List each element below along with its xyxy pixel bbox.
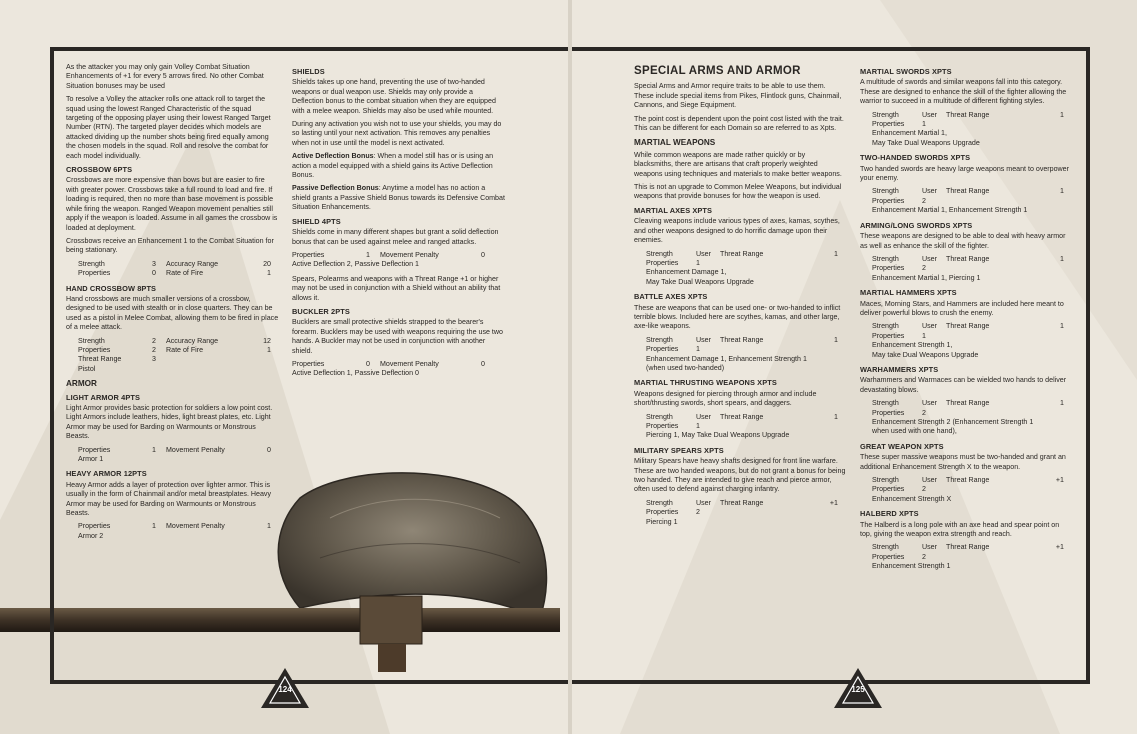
stat-note: Pistol (78, 364, 96, 373)
section-heading: HALBERD XPTS (860, 509, 919, 519)
paragraph: As the attacker you may only gain Volley Combat Situation Enhancements of +1 for every 5 arrows fired. No other Combat Situation bonuses may be used (66, 63, 264, 90)
stat-label: Properties (872, 120, 905, 129)
stat-value: 2 (922, 196, 926, 205)
stat-value: 1 (267, 269, 271, 278)
paragraph: Spears, Polearms and weapons with a Threat Range +1 or higher may not be used in conjunction with a Shield without an ability that allows it. (292, 274, 501, 302)
stat-note: Enhancement Damage 1, Enhancement Strength 1 (646, 354, 807, 363)
stat-value: User (922, 476, 937, 485)
stat-block (78, 446, 279, 465)
stat-value: 1 (834, 335, 838, 344)
stat-note: Enhancement Martial 1, Piercing 1 (872, 273, 981, 282)
stat-label: Threat Range (946, 110, 990, 119)
left-page (50, 47, 568, 684)
page-number: 125 (851, 685, 865, 694)
stat-value: 1 (696, 345, 700, 354)
stat-label: Properties (872, 196, 905, 205)
page-number-right (834, 668, 882, 708)
stat-value: 1 (267, 522, 271, 531)
paragraph (292, 184, 505, 212)
paragraph: Light Armor provides basic protection for soldiers a low point cost. Light Armors include leathers, hides, light breast plates, etc. Light Armor may be used for Barding on Warmounts or Monstrous Beasts. (66, 404, 273, 441)
stat-value: User (922, 110, 937, 119)
stat-value: User (922, 322, 937, 331)
stat-value: 3 (152, 259, 156, 268)
section-heading: HAND CROSSBOW 8PTS (66, 283, 157, 293)
stat-note: when used with one hand), (872, 427, 957, 436)
left-column-2 (292, 63, 505, 384)
stat-label: Properties (78, 445, 111, 454)
stat-value: User (696, 498, 711, 507)
stat-label: Threat Range (78, 355, 122, 364)
stat-label: Threat Range (720, 249, 764, 258)
stat-label: Properties (646, 258, 679, 267)
stat-label: Properties (646, 508, 679, 517)
stat-block (872, 476, 1072, 504)
stat-label: Properties (78, 269, 111, 278)
stat-block (872, 399, 1072, 437)
stat-note: Enhancement Strength 1 (872, 562, 951, 571)
stat-block (646, 413, 846, 441)
paragraph: Cleaving weapons include various types of axes, kamas, scythes, and other weapons designed to do horrific damage upon their enemies. (634, 217, 840, 245)
stat-value: 1 (1060, 399, 1064, 408)
section-heading: BATTLE AXES XPTS (634, 292, 708, 302)
stat-label: Properties (292, 250, 325, 259)
page-title: SPECIAL ARMS AND ARMOR (634, 65, 801, 77)
stat-value: 3 (152, 355, 156, 364)
stat-block (292, 251, 505, 270)
paragraph: Military Spears have heavy shafts designed for front line warfare. These are two handed weapons, but do not grant a bonus for being two handed. They are intended to give reach and pierce armor, often used to defend against charging infantry. (634, 457, 846, 494)
stat-label: Properties (646, 422, 679, 430)
stat-value: User (922, 254, 937, 263)
stat-block (292, 360, 505, 379)
stat-label: Properties (872, 408, 905, 417)
stat-value: 1 (922, 120, 926, 129)
paragraph: Bucklers are small protective shields strapped to the bearer's forearm. Bucklers may be used with weapons requiring the use two hands. A Buckler may not be used in conjunction with another shield. (292, 318, 503, 355)
stat-label: Strength (78, 259, 105, 268)
left-column-1 (66, 63, 279, 546)
stat-note: Armor 1 (78, 455, 104, 464)
stat-value: 1 (1060, 110, 1064, 119)
stat-value: 0 (481, 250, 485, 259)
stat-value: User (696, 335, 711, 344)
stat-value: 20 (263, 259, 271, 268)
paragraph: Maces, Morning Stars, and Hammers are included here meant to deliver powerful blows to crush the enemy. (860, 299, 1064, 317)
stat-note: Enhancement Strength 2 (Enhancement Strength 1 (872, 418, 1034, 426)
section-heading: MILITARY SPEARS XPTS (634, 445, 724, 455)
stat-note: Piercing 1 (646, 517, 678, 526)
stat-label: Movement Penalty (166, 445, 225, 454)
section-heading: MARTIAL SWORDS XPTS (860, 67, 952, 76)
stat-block (646, 250, 846, 288)
stat-note: May Take Dual Weapons Upgrade (646, 277, 754, 286)
stat-note: Armor 2 (78, 531, 104, 540)
stat-value: 2 (922, 552, 926, 561)
right-column-2 (860, 63, 1072, 577)
stat-label: Strength (646, 498, 673, 507)
stat-value: 2 (152, 336, 156, 345)
stat-label: Threat Range (946, 399, 990, 408)
section-heading: MARTIAL HAMMERS XPTS (860, 288, 957, 298)
paragraph: To resolve a Volley the attacker rolls one attack roll to target the squad using the lowest Ranged Characteristic of the squad targeting of the opposing player using their lowest Ranged Target Number (RTN). The targeted player decides which models are attacked dividing up the number shots being fired equally among the chosen models in the squad. Roll and resolve the combat for each model individually. (66, 95, 271, 160)
section-heading: ARMING/LONG SWORDS XPTS (860, 220, 973, 230)
stat-note: Enhancement Martial 1, (872, 129, 947, 138)
stat-label: Properties (646, 345, 679, 354)
stat-note: Enhancement Damage 1, (646, 268, 727, 277)
section-heading: MARTIAL AXES XPTS (634, 205, 713, 215)
stat-block (872, 322, 1072, 360)
stat-label: Threat Range (946, 187, 990, 196)
stat-value: 1 (366, 250, 370, 259)
stat-label: Strength (872, 476, 899, 485)
stat-label: Properties (78, 345, 111, 354)
page-number-left (261, 668, 309, 708)
stat-value: 2 (922, 485, 926, 494)
stat-block (78, 522, 279, 541)
stat-block (78, 337, 279, 375)
section-heading: ARMOR (66, 379, 97, 389)
stat-value: 1 (696, 258, 700, 267)
stat-value: 1 (834, 249, 838, 258)
stat-label: Threat Range (720, 412, 764, 421)
stat-value: User (922, 187, 937, 196)
stat-label: Strength (646, 412, 673, 421)
paragraph: These weapons are designed to be able to deal with heavy armor as well as enhance the skill of the fighter. (860, 232, 1066, 250)
stat-value: User (922, 399, 937, 408)
stat-value: +1 (1055, 543, 1064, 552)
stat-block (646, 336, 846, 374)
stat-note: (when used two-handed) (646, 363, 725, 372)
section-heading: MARTIAL WEAPONS (634, 138, 716, 148)
stat-value: 1 (152, 522, 156, 531)
stat-block (872, 111, 1072, 149)
stat-label: Strength (646, 249, 673, 258)
paragraph: Warhammers and Warmaces can be wielded two hands to deliver devastating blows. (860, 376, 1067, 394)
stat-block (872, 255, 1072, 283)
stat-label: Movement Penalty (380, 359, 439, 368)
stat-block (872, 543, 1072, 571)
stat-label: Threat Range (946, 322, 990, 331)
stat-note: Enhancement Strength X (872, 494, 952, 503)
stat-value: 0 (481, 359, 485, 368)
stat-label: Accuracy Range (166, 259, 219, 268)
paragraph: The point cost is dependent upon the point cost listed with the trait. This can be different for each Domain so are referred to as Xpts. (634, 114, 844, 133)
stat-value: +1 (829, 498, 838, 507)
stat-value: 1 (152, 445, 156, 454)
stat-label: Properties (872, 331, 905, 340)
stat-label: Threat Range (946, 254, 990, 263)
stat-value: 12 (263, 336, 271, 345)
stat-label: Strength (872, 399, 899, 408)
term-label: Passive Deflection Bonus (292, 184, 379, 193)
page-number: 124 (278, 685, 292, 694)
stat-value: 1 (267, 345, 271, 354)
stat-label: Strength (78, 336, 105, 345)
stat-note: May take Dual Weapons Upgrade (872, 350, 979, 359)
right-column-1 (634, 63, 846, 532)
paragraph: Weapons designed for piercing through armor and include short/thrusting swords, short spears, and daggers. (634, 389, 817, 408)
paragraph: These super massive weapons must be two-handed and grant an additional Enhancement Strength X to the weapon. (860, 453, 1066, 471)
stat-value: 0 (267, 445, 271, 454)
term-text: : When a model still has or is using an action a model equipped with a shield gains its Active Deflection Bonus. (292, 152, 494, 180)
stat-label: Strength (872, 110, 899, 119)
section-heading: HEAVY ARMOR 12PTS (66, 469, 147, 479)
stat-block (78, 260, 279, 279)
stat-value: User (696, 412, 711, 421)
stat-block (872, 187, 1072, 215)
term-text: : Anytime a model has no action a shield grants a Passive Shield Bonus towards its Defensive Combat Situation Enhancements. (292, 184, 505, 212)
paragraph: Shields takes up one hand, preventing the use of two-handed weapons or dual weapon use. Shields may only provide a Deflection bonus to the combat situation when they are equipped with a melee weapon. Shields may also be used while mounted. (292, 78, 496, 115)
stat-label: Strength (646, 335, 673, 344)
stat-value: 1 (1060, 187, 1064, 196)
paragraph: Two handed swords are heavy large weapons meant to overpower your enemy. (860, 164, 1069, 183)
stat-label: Strength (872, 322, 899, 331)
stat-label: Threat Range (720, 335, 764, 344)
stat-value: 1 (1060, 322, 1064, 331)
section-heading: SHIELDS (292, 67, 325, 76)
stat-label: Threat Range (946, 543, 990, 552)
stat-label: Movement Penalty (380, 250, 439, 259)
paragraph: The Halberd is a long pole with an axe head and spear point on top, giving the weapon extra strength and reach. (860, 520, 1060, 539)
stat-label: Properties (872, 485, 905, 494)
stat-label: Strength (872, 187, 899, 196)
stat-block (646, 499, 846, 527)
paragraph: These are weapons that can be used one- or two-handed to inflict terrible blows. Included here are scythes, kamas, and other large, axe-like weapons. (634, 303, 841, 331)
stat-value: 2 (696, 508, 700, 517)
paragraph: While common weapons are made rather quickly or by blacksmiths, there are artisans that craft properly weighted weapons using techniques and materials to make better weapons. (634, 150, 842, 178)
paragraph: Special Arms and Armor require traits to be able to use them. These include special items from Pikes, Flintlock guns, Chainmail, Cannons, and Siege Equipment. (634, 82, 842, 110)
stat-value: User (696, 249, 711, 258)
stat-label: Threat Range (946, 476, 990, 485)
paragraph: Heavy Armor adds a layer of protection over lighter armor. This is usually in the form of Chainmail and/or metal breastplates. Heavy Armor may be used for Barding on Warmounts or Monstrous Beasts. (66, 480, 272, 518)
paragraph (292, 152, 505, 180)
stat-label: Properties (872, 552, 905, 561)
stat-note: Enhancement Strength 1, (872, 341, 953, 350)
stat-value: 2 (152, 345, 156, 354)
stat-value: 1 (922, 331, 926, 340)
section-heading: GREAT WEAPON XPTS (860, 441, 944, 451)
stat-value: 0 (366, 359, 370, 368)
stat-label: Threat Range (720, 498, 764, 507)
stat-value: 2 (922, 408, 926, 417)
stat-note: Active Deflection 2, Passive Deflection 1 (292, 260, 419, 269)
stat-value: 1 (1060, 254, 1064, 263)
paragraph: This is not an upgrade to Common Melee Weapons, but individual weapons that provide bonuses for how the weapon is used. (634, 183, 842, 201)
stat-note: May Take Dual Weapons Upgrade (872, 138, 980, 147)
paragraph: During any activation you wish not to use your shields, you may do so lasting until your next activation. This removes any penalties when not in use until the model is next activated. (292, 120, 502, 147)
right-page (572, 47, 1090, 684)
paragraph: Shields come in many different shapes but grant a solid deflection bonus that can be used against melee and ranged attacks. (292, 228, 499, 246)
stat-note: Enhancement Martial 1, Enhancement Strength 1 (872, 206, 1028, 215)
section-heading: SHIELD 4PTS (292, 216, 341, 226)
section-heading: MARTIAL THRUSTING WEAPONS XPTS (634, 378, 777, 388)
section-heading: WARHAMMERS XPTS (860, 364, 939, 374)
stat-value: 1 (696, 422, 700, 430)
stat-value: +1 (1055, 476, 1064, 485)
stat-value: 2 (922, 264, 926, 273)
term-label: Active Deflection Bonus (292, 152, 374, 161)
section-heading: TWO-HANDED SWORDS XPTS (860, 153, 971, 163)
section-heading: CROSSBOW 6PTS (66, 165, 133, 175)
stat-label: Strength (872, 543, 899, 552)
stat-label: Strength (872, 254, 899, 263)
paragraph: Crossbows receive an Enhancement 1 to the Combat Situation for being stationary. (66, 236, 274, 255)
section-heading: LIGHT ARMOR 4PTS (66, 392, 141, 402)
stat-label: Properties (872, 264, 905, 273)
paragraph: Hand crossbows are much smaller versions of a crossbow, designed to be used with stealth or in close quarters. They can be used as a pistol in Melee Combat, allowing them to be fired in place of a melee attack. (66, 294, 279, 332)
paragraph: Crossbows are more expensive than bows but are easier to fire with greater power. Crossbows take a full round to load and fire. If loading is required, then no more than base movement is possible while firing the weapon. Ranged Weapon movement penalties still apply if the weapon is loaded. Assume in all games the crossbow is loaded at deployment. (66, 176, 278, 232)
stat-label: Movement Penalty (166, 522, 225, 531)
stat-note: Active Deflection 1, Passive Deflection 0 (292, 369, 419, 378)
stat-value: 0 (152, 269, 156, 278)
stat-label: Accuracy Range (166, 336, 219, 345)
paragraph: A multitude of swords and similar weapons fall into this category. These are designed to enhance the skill of the fighter allowing the warrior to succeed in a multitude of different fighting styles. (860, 78, 1067, 106)
stat-label: Rate of Fire (166, 345, 204, 354)
stat-value: User (922, 543, 937, 552)
stat-note: Piercing 1, May Take Dual Weapons Upgrade (646, 431, 790, 440)
stat-label: Properties (292, 359, 325, 368)
section-heading: BUCKLER 2PTS (292, 306, 350, 316)
stat-value: 1 (834, 412, 838, 421)
stat-label: Rate of Fire (166, 269, 204, 278)
stat-label: Properties (78, 522, 111, 531)
